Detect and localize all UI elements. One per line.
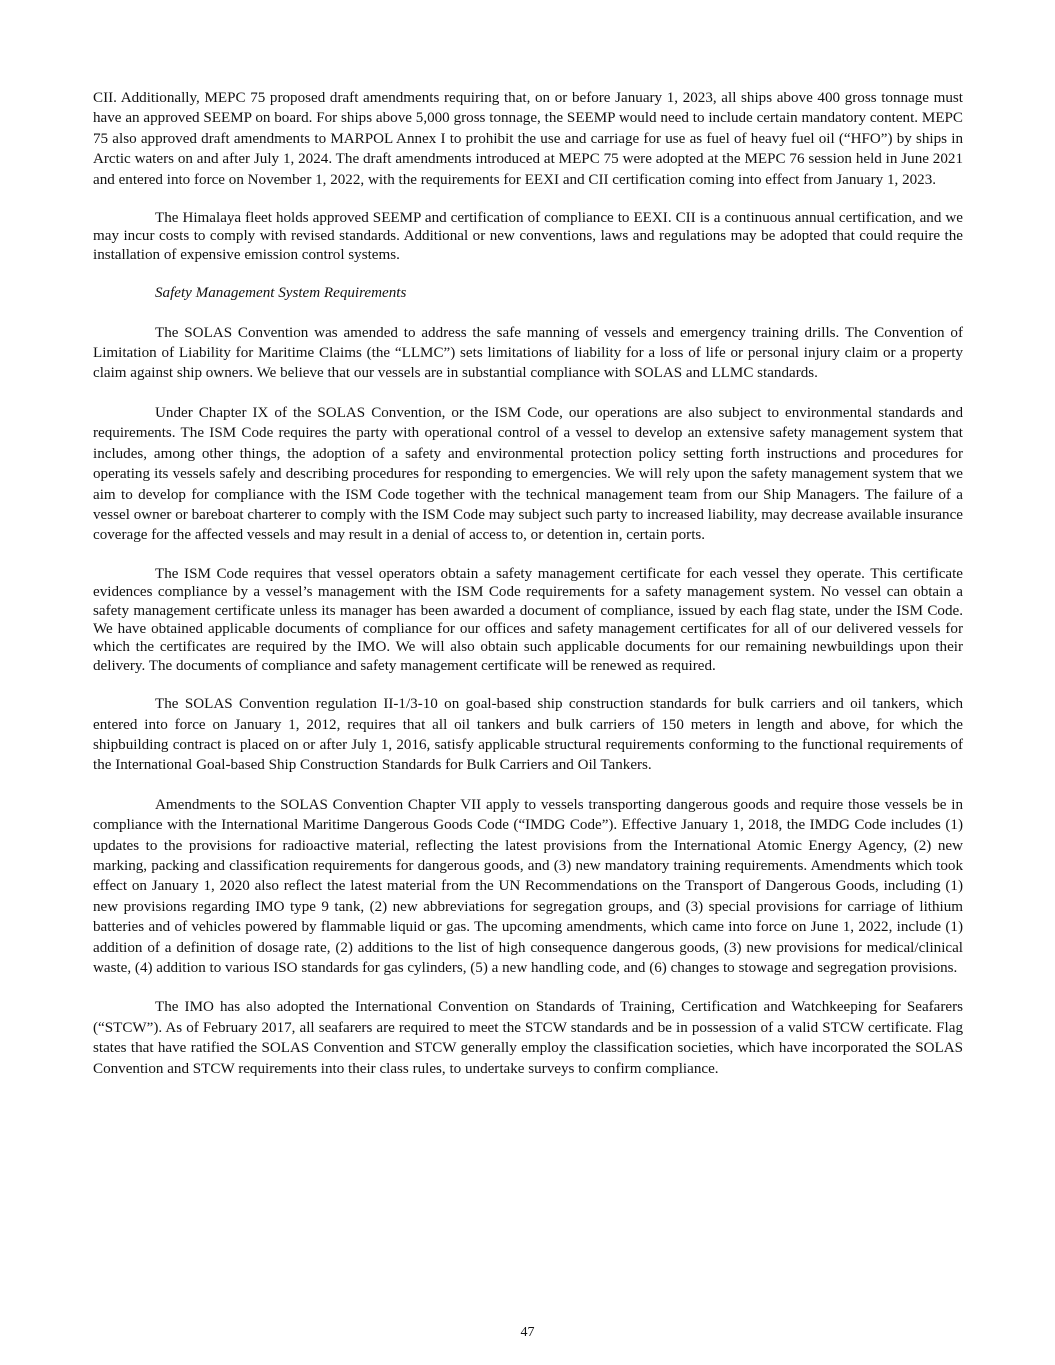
section-heading-safety-management: Safety Management System Requirements	[155, 285, 407, 302]
document-page	[93, 88, 963, 1098]
page-number: 47	[520, 1325, 535, 1340]
paragraph-imdg-code: Amendments to the SOLAS Convention Chapter VII apply to vessels transporting dangerous goods and require those vessels be in compliance with the International Maritime Dangerous Goods Code (“IMDG Code”). Effective January 1, 2018, the IMDG Code includes (1) updates to the provisions for radioactive material, reflecting the latest provisions from the International Atomic Energy Agency, (2) new marking, packing and classification requirements for dangerous goods, and (3) new mandatory training requirements. Amendments which took effect on January 1, 2020 also reflect the latest material from the UN Recommendations on the Transport of Dangerous Goods, including (1) new provisions regarding IMO type 9 tank, (2) new abbreviations for segregation groups, and (3) special provisions for carriage of lithium batteries and of vehicles powered by flammable liquid or gas. The upcoming amendments, which came into force on June 1, 2022, include (1) addition of a definition of dosage rate, (2) additions to the list of high consequence dangerous goods, (3) new provisions for medical/clinical waste, (4) addition to various ISO standards for gas cylinders, (5) a new handling code, and (6) changes to stowage and segregation provisions.	[93, 796, 963, 977]
paragraph-solas-llmc: The SOLAS Convention was amended to address the safe manning of vessels and emergency training drills. The Convention of Limitation of Liability for Maritime Claims (the “LLMC”) sets limitations of liability for a loss of life or personal injury claim or a property claim against ship owners. We believe that our vessels are in substantial compliance with SOLAS and LLMC standards.	[93, 324, 963, 382]
paragraph-mepc-amendments: CII. Additionally, MEPC 75 proposed draft amendments requiring that, on or before January 1, 2023, all ships above 400 gross tonnage must have an approved SEEMP on board. For ships above 5,000 gross tonnage, the SEEMP would need to include certain mandatory content. MEPC 75 also approved draft amendments to MARPOL Annex I to prohibit the use and carriage for use as fuel of heavy fuel oil (“HFO”) by ships in Arctic waters on and after July 1, 2024. The draft amendments introduced at MEPC 75 were adopted at the MEPC 76 session held in June 2021 and entered into force on November 1, 2022, with the requirements for EEXI and CII certification coming into effect from January 1, 2023.	[93, 90, 963, 188]
paragraph-himalaya-fleet: The Himalaya fleet holds approved SEEMP and certification of compliance to EEXI. CII is a continuous annual certification, and we may incur costs to comply with revised standards. Additional or new conventions, laws and regulations may be adopted that could require the installation of expensive emission control systems.	[93, 210, 963, 263]
paragraph-ism-code-requirements: Under Chapter IX of the SOLAS Convention, or the ISM Code, our operations are also subject to environmental standards and requirements. The ISM Code requires the party with operational control of a vessel to develop an extensive safety management system that includes, among other things, the adoption of a safety and environmental protection policy setting forth instructions and procedures for operating its vessels safely and describing procedures for responding to emergencies. We will rely upon the safety management system that we aim to develop for compliance with the ISM Code together with the technical management team from our Ship Managers. The failure of a vessel owner or bareboat charterer to comply with the ISM Code may subject such party to increased liability, may decrease available insurance coverage for the affected vessels and may result in a denial of access to, or detention in, certain ports.	[93, 404, 963, 544]
paragraph-safety-management-certificate: The ISM Code requires that vessel operators obtain a safety management certificate for each vessel they operate. This certificate evidences compliance by a vessel’s management with the ISM Code requirements for a safety management system. No vessel can obtain a safety management certificate unless its manager has been awarded a document of compliance, issued by each flag state, under the ISM Code. We have obtained applicable documents of compliance for our offices and safety management certificates for all of our delivered vessels for which the certificates are required by the IMO. We will also obtain such applicable documents for our remaining newbuildings upon their delivery. The documents of compliance and safety management certificate will be renewed as required.	[93, 565, 963, 674]
paragraph-goal-based-construction: The SOLAS Convention regulation II-1/3-10 on goal-based ship construction standards for bulk carriers and oil tankers, which entered into force on January 1, 2012, requires that all oil tankers and bulk carriers of 150 meters in length and above, for which the shipbuilding contract is placed on or after July 1, 2016, satisfy applicable structural requirements conforming to the functional requirements of the International Goal-based Ship Construction Standards for Bulk Carriers and Oil Tankers.	[93, 696, 963, 774]
paragraph-stcw: The IMO has also adopted the International Convention on Standards of Training, Certification and Watchkeeping for Seafarers (“STCW”). As of February 2017, all seafarers are required to meet the STCW standards and be in possession of a valid STCW certificate. Flag states that have ratified the SOLAS Convention and STCW generally employ the classification societies, which have incorporated the SOLAS Convention and STCW requirements into their class rules, to undertake surveys to confirm compliance.	[93, 999, 963, 1077]
